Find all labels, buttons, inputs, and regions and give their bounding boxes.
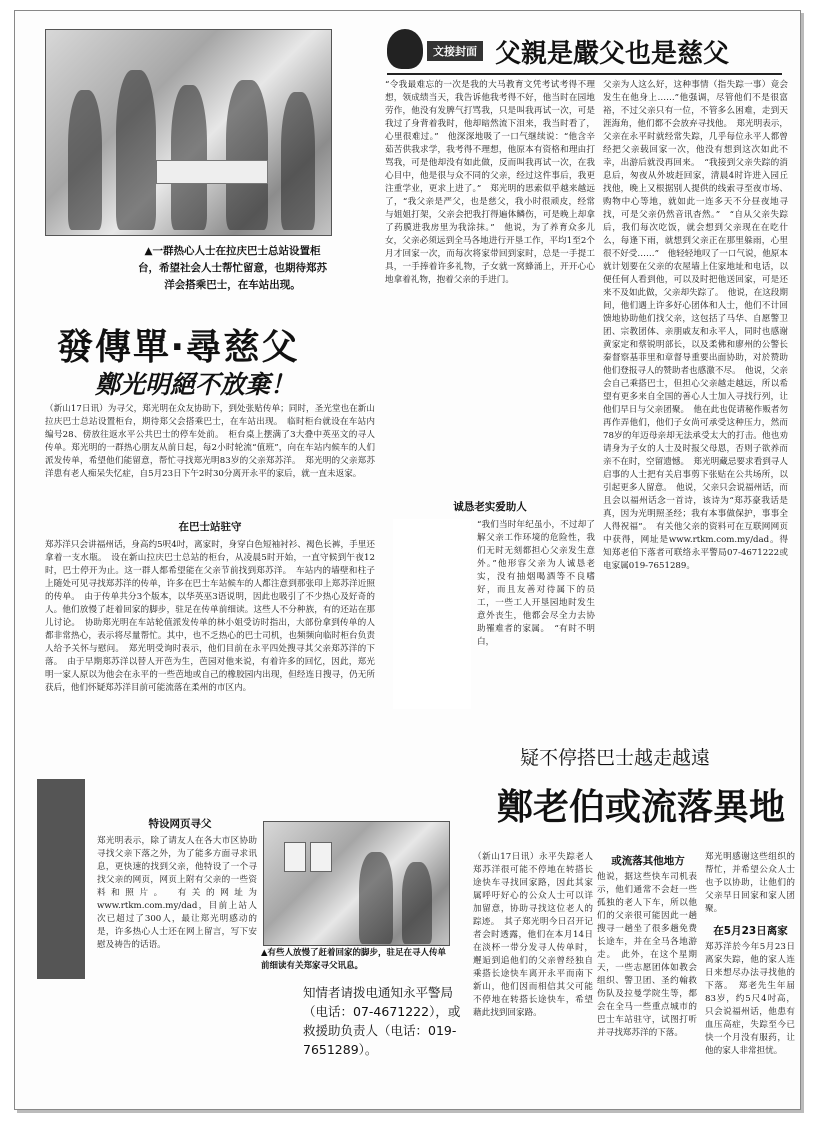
right-article-body-1: 父亲为人这么好，这种事情（指失踪一事）竟会发生在他身上……”他强调，尽管他们不是很富裕，不过父亲只有一位，不管多么困难，走到天涯海角，他们都不会放弃寻找他。 郑光明表示，父亲在永平时就经常失踪，几乎每位永平人都曾经把父亲载回家一次，他没有想到这次如此不幸，出游后就没再回来。 “我接到父亲失踪的消息后，匆夜从外坡赶回家，清晨4时许进入园丘找他，晚上又根据别人提供的线索寻至夜市场、购物中心等地，就如此一连多天不分昼夜地寻找，可是父亲仍然音讯杳然。” “自从父亲失踪后，我们每次吃饭，就会想到父亲现在在吃什么，每逢下雨，就想到父亲正在那里躲雨，心里很不好受……” 他轻轻地叹了一口气说，他原本就计划要在父亲的农屋墙上住家地址和电话，以便任何人看到他，可以及时把他送回家，可是还来不及如此做，父亲却失踪了。 他说，在这段期间，他们遇上许多好心团体和人士，他们不计回馈地协助他们找父亲，这包括了马华、自愿警卫团、宗教团体、亲朋戚友和永平人，同时也感谢黄家定和蔡锐明部长，以及柔佛和廖州的公警长秦督察基菲里和章督导重要出面协助，对於赞助他们登报寻人的赞助者也感激不尽。 他说，父亲会自己乘搭巴士，但担心父亲越走越远，所以希望有更多来自全国的善心人士加入寻找行列，让他们早日与父亲团聚。 他在此也促请秘作贩者勿再作弄他们，他们子女尚可承受这种压力，然而78岁的年迈母亲却无法承受太大的打击。他也劝请身为子女的人士及时报父母恩，否则子欲养而亲不在时，空留遗憾。 郑光明藏忌要求看到寻人启事的人士把有关启事剪下张贴在公共场所，以引起更多人留意。 他说，父亲只会说福州话，而且会以福州话念一首诗，该诗为“郑苏豪我话是真，因为光明照圣经；我有本事做保护，事事全人得祝福”。 有关他父亲的资料可在互联网网页中获得，网址是www.rtkm.com.my/dad。得知郑老伯下落者可联络永平警局07-4671222或电家属019-7651289。 [603, 80, 788, 571]
subhead-webpage: 特设网页寻父 [148, 818, 212, 830]
middle-article-body-1: “令我最难忘的一次是我的大马教育文凭考试考得不理想，领成绩当天，我告诉他我考得不好，他当时在园地劳作，他没有发脾气打骂我，只是叫我再试一次，可是我过了身背着我时，他却暗然流下泪来，我当时看了，心里很难过。” 他深深地吸了一口气继续说：“他含辛茹苦供我求学，我考得不理想，他原本有资格和理由打骂我，可是他却没有如此做，反而叫我再试一次，在我心目中，他是很与众不同的父亲，经过这件事后，我更注重学业，更求上进了。” 郑光明的思索似乎越来越远了，“我父亲是严父，也是慈父，我小时很顽皮，经常与姐姐打架，父亲会把我打得遍体鳞伤，可是晚上却拿了药膜进我房里为我涂抹。” 他说，为了养育众多儿女，父亲必须远到全马各地进行开垦工作，平均1至2个月才回家一次，而每次将家带回到家时，总是一手提工具，一手捧着许多礼物，子女就一窝蜂涌上，开开心心地拿着礼物，抱着父亲的手进门。 [385, 80, 595, 285]
flyer-readers-photo [263, 821, 450, 946]
section-label: 文接封面 [427, 41, 483, 61]
ad-placeholder-block-2 [393, 519, 471, 709]
left-article-body-2b [95, 789, 255, 819]
photo2-caption: ▲有些人放慢了赶着回家的脚步，驻足在寻人传单前细读有关郑家寻父讯息。 [261, 948, 447, 971]
headline-subtitle: 鄭光明絕不放棄！ [95, 370, 296, 399]
bus-station-crowd-photo [45, 29, 332, 236]
left-article-body-2: 郑苏洋只会讲福州话，身高约5呎4吋，离家时，身穿白色短袖衬衫、褐色长裤，手里还拿着一支水瓶。 设在新山拉庆巴士总站的柜台，从凌晨5时开始，一直守候到午夜12时，巴士停开为止。这一群人都希望能在父亲节前找到郑苏洋。 车站内的墙壁和柱子上随处可见寻找郑苏洋的传单，许多在巴士车站候车的人都注意到那张印上郑苏洋近照的传单。 由于传单共分3个版本，以华英巫3语说明，因此也吸引了不少热心及好奇的人。他们放慢了赶着回家的脚步，驻足在传单前细读。这些人不分种族，有的还站在那儿讨论。 协助郑光明在车站轮值派发传单的林小姐受访时指出，大部份拿到传单的人都非常热心，表示将尽量帮忙。其中，也不乏热心的巴士司机，也频频向临时柜台负责人给予关怀与慰问。 郑光明受询时表示，他们目前在永平四处搜寻其父亲郑苏洋的下落。 由于早期郑苏洋以替人开芭为生，芭园对他来说，有着许多的回忆，因此，郑光明一家人原以为他会在永平的一些芭地或自己的橡胶园内出现，但经连日搜寻，仍无所获后，他们怀疑郑苏洋目前可能流落在柔州的市区内。 [45, 540, 375, 693]
left-article-body-3: 郑光明表示，除了请友人在各大市区协助寻找父亲下落之外，为了能多方面寻求讯息，更快速的找到父亲，他特设了一个寻找父亲的网页，网页上附有父亲的一些资料和照片。 有关的网址为www.rtkm.com.my/dad，目前上站人次已超过了300人，最让郑光明感动的是，许多热心人士还在网上留言，写下安慰及祷告的话语。 [97, 836, 257, 950]
middle-article-body-2: “我们当时年纪虽小，不过却了解父亲工作环境的危险性，我们无时无刻都担心父亲发生意外。”他形容父亲为人诚恳老实，没有抽烟喝酒等不良嗜好，而且友善对待属下的员工，一些工人开垦园地时发生意外丧生，他都会尽全力去协助罹难者的家属。 “有时不明白， [477, 520, 595, 647]
title-underline [387, 73, 782, 75]
headline-distribute-flyers: 發傳單‧尋慈父 [57, 327, 300, 368]
rooster-logo-icon [387, 29, 423, 69]
ad-placeholder-block [37, 779, 85, 979]
subhead-left-home-may23: 在5月23日离家 [713, 925, 788, 937]
bottom-article-col3a: 郑光明感谢这些组织的帮忙，并希望公众人士也予以协助，让他们的父亲早日回家和家人团聚。 [705, 852, 795, 914]
bottom-article-col1: （新山17日讯）永平失踪老人郑苏洋很可能不停地在转搭长途快车寻找回家路，因此其家属呼吁好心的公众人士可以详加留意，协助寻找这位老人的踪迹。 其子郑光明今日召开记者会时透露，他们在本月14日在淡杯一带分发寻人传单时，邂逅到追他们的父亲曾经独自乘搭长途快车离开永平而南下新山，他们因而相信其父可能不停地在转搭长途快车，希望藉此找到回家路。 [473, 852, 593, 1018]
bottom-article-col2: 他说，据这些快车司机表示，他们通常不会赶一些孤独的老人下车，所以他们的父亲很可能因此一趟搜寻一趟坐了很多趟免费长途车，并在全马各地游走。 此外，在这个星期天，一些志愿团体如教会组织、警卫团、圣约翰救伤队及拉曼学院生等，都会在全马一些重点城市的巴士车站驻守，试图打听并寻找郑苏洋的下落。 [597, 872, 697, 1038]
left-article-body-1: （新山17日讯）为寻父，郑光明在众友协助下，到处张贴传单；同时，圣光堂也在新山拉庆巴士总站设置柜台，期待郑父会搭乘巴士，在车站出现。 临时柜台就设在车站内编号28、傍放往返水平公共巴士的停车处前。 柜台桌上摆满了3大叠中英巫文的寻人传单。郑光明的一群热心朋友从前日起，每2小时轮流“值班”，向在车站内候车的人们派发传单，希望他们能留意，帮忙寻找郑光明83岁的父亲郑苏洋。 郑光明的父亲郑苏洋患有老人痴呆失忆症，自5月23日下午2时30分离开永平的家后，就一直未返家。 [45, 404, 375, 479]
subhead-bus-station: 在巴士站驻守 [178, 521, 242, 533]
subhead-honest-helpful: 诚恳老实爱助人 [453, 501, 527, 513]
photo1-caption: ▲一群热心人士在拉庆巴士总站设置柜台，希望社会人士帮忙留意，也期待郑苏洋会搭乘巴士，在车站出现。 [138, 245, 327, 291]
subhead-other-places: 或流落其他地方 [611, 855, 685, 867]
bottom-article-col3b: 郑苏洋於今年5月23日离家失踪，他的家人连日来想尽办法寻找他的下落。 郑老先生年届83岁，约5尺4吋高，只会说福州话，他患有血压高症，失踪至今已快一个月没有服药，让他的家人非常担忧。 [705, 942, 795, 1056]
headline2-kicker: 疑不停搭巴士越走越遠 [520, 747, 711, 769]
newspaper-page [14, 10, 801, 1110]
contact-info-box: 知情者请拨电通知永平警局（电话：07-4671222），或救援助负责人（电话：019-7651289）。 [303, 985, 461, 1057]
headline2-main: 鄭老伯或流落異地 [497, 787, 786, 828]
main-title: 父親是嚴父也是慈父 [495, 39, 730, 69]
